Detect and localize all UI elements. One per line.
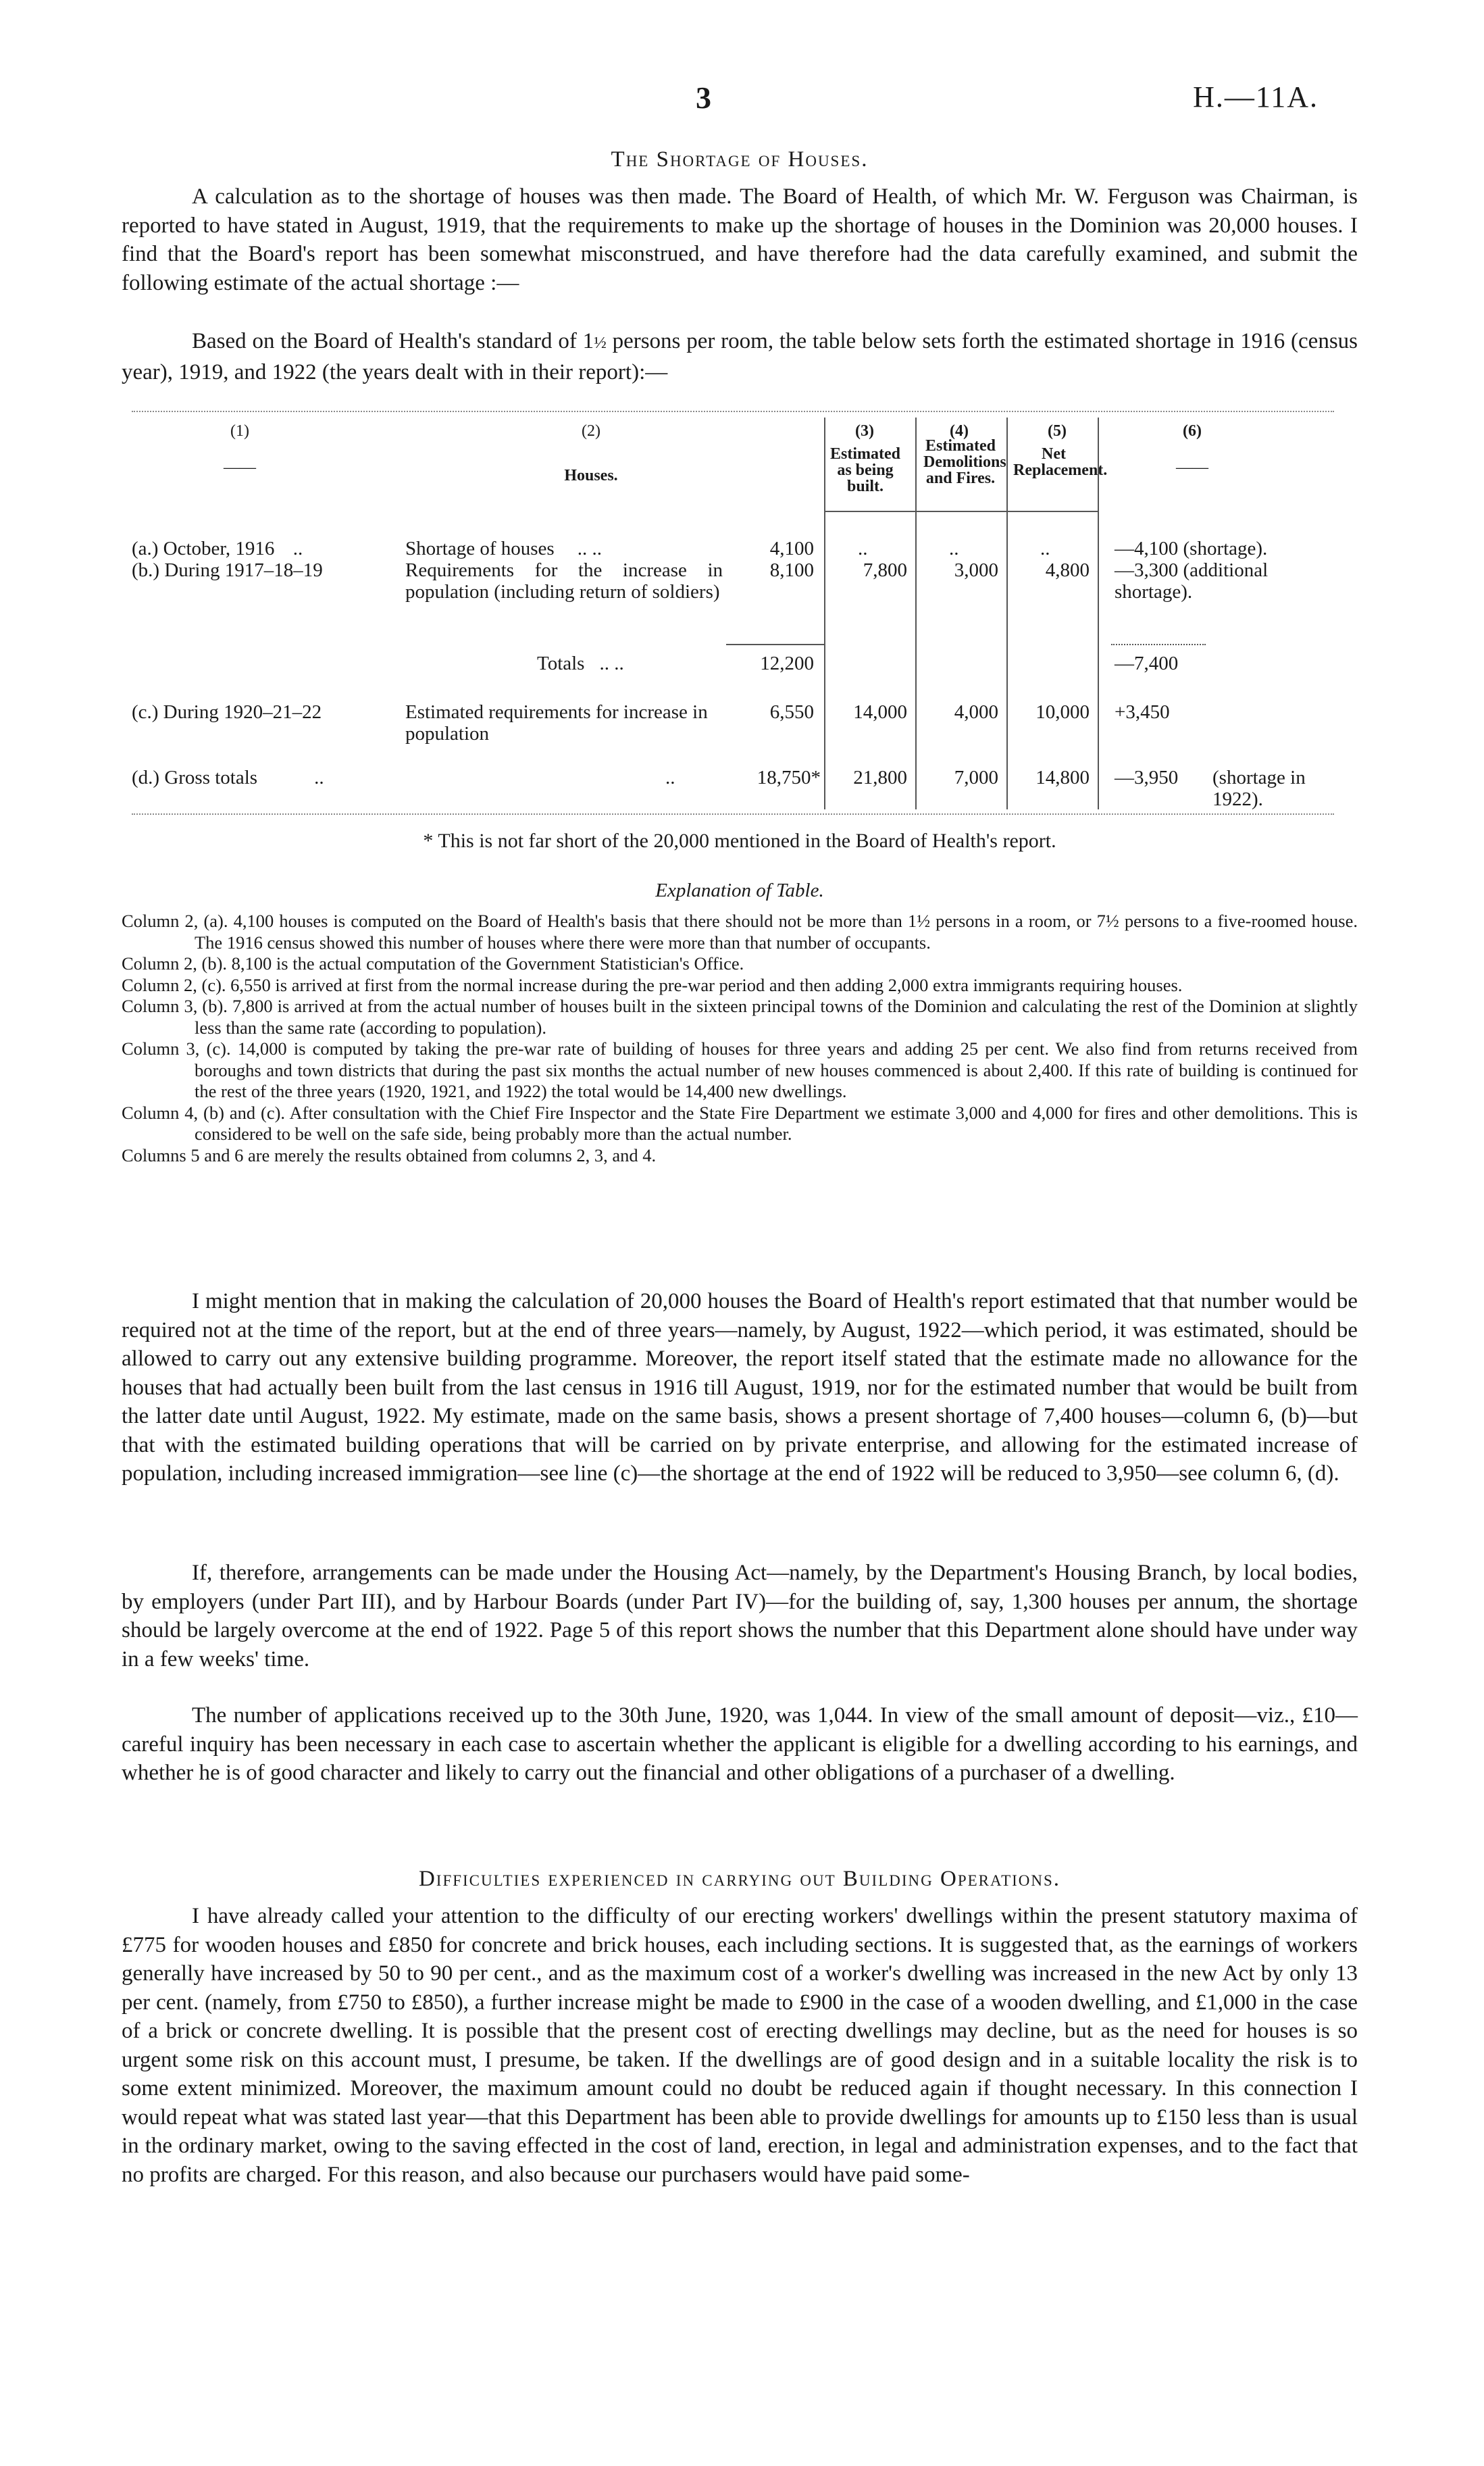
explanation-item: Column 2, (b). 8,100 is the actual computation of the Government Statistician's Office. (122, 953, 744, 974)
row-b-col4: 3,000 (954, 559, 998, 581)
col-header-houses: Houses. (564, 467, 618, 484)
col-number-1: (1) (230, 422, 249, 440)
row-a-desc-dots: .. .. (577, 538, 602, 559)
col-header-demolitions: Estimated Demolitions and Fires. (923, 437, 1006, 487)
paragraph-standard-pre: Based on the Board of Health's standard of 1 (192, 329, 594, 353)
explanation-item: Columns 5 and 6 are merely the results obtained from columns 2, 3, and 4. (122, 1144, 657, 1165)
row-d-label-text: (d.) Gross totals (132, 767, 258, 788)
col-number-6: (6) (1183, 422, 1202, 440)
table-vrule (1098, 418, 1099, 809)
row-b-col6: —3,300 (additional shortage). (1115, 559, 1269, 603)
row-c-col5: 10,000 (1035, 701, 1090, 723)
document-code: H.—11A. (1193, 80, 1319, 114)
row-c-col6: +3,450 (1115, 701, 1170, 723)
explanation-list (122, 911, 1358, 1166)
row-c-col4: 4,000 (954, 701, 998, 723)
paragraph-arrangements: If, therefore, arrangements can be made under the Housing Act—namely, by the Department's Housing Branch, by local bodies, by employers (under Part III), and by Harbour Boards (under Part IV)—for the building of, say, 1,300 houses per annum, the shortage should be largely overcome at the end of 1922. Page 5 of this report shows the number that this Department alone should have under way in a few weeks' time. (122, 1561, 1358, 1671)
row-d-desc-dots: .. (665, 767, 675, 788)
row-d-dots: .. (314, 767, 324, 788)
row-a-col4: .. (949, 538, 959, 559)
col-number-4: (4) (950, 422, 969, 440)
row-a-dots: .. (292, 538, 303, 559)
section-heading-difficulties: Difficulties experienced in carrying out Building Operations. (418, 1867, 1061, 1891)
explanation-item: Column 2, (c). 6,550 is arrived at first from the normal increase during the pre-war period and then adding 2,000 extra immigrants requiring houses. (122, 974, 1183, 995)
table-top-rule (132, 411, 1334, 412)
row-c-col3: 14,000 (853, 701, 907, 723)
row-d-col6-note: (shortage in 1922). (1212, 767, 1306, 810)
paragraph-difficulties: I have already called your attention to the difficulty of our erecting workers' dwellings within the present statutory maxima of £775 for wooden houses and £850 for concrete and brick houses, each including sections. It is suggested that, as the earnings of workers generally have increased by 50 to 90 per cent., and as the maximum cost of a worker's dwelling was increased in the new Act by only 13 per cent. (namely, from £750 to £850), a further increase might be made to £900 in the case of a wooden dwelling, and £1,000 in the case of a brick or concrete dwelling. It is possible that the present cost of erecting dwellings may decline, but as the need for houses is so urgent some risk on this account must, I presume, be taken. If the dwellings are of good design and in a suitable locality the risk is to some extent minimized. Moreover, the maximum amount could no doubt be reduced again if thought necessary. In this connection I would repeat what was stated last year—that this Department has been able to provide dwellings for amounts up to £150 less than is usual in the ordinary market, owing to the saving effected in the cost of land, erection, in legal and administration expenses, and to the fact that no profits are charged. For this reason, and also because our purchasers would have paid some- (122, 1904, 1358, 2187)
row-d-col3: 21,800 (853, 767, 907, 788)
row-totals-col6: —7,400 (1115, 653, 1179, 674)
row-totals-dots: .. .. (599, 653, 624, 674)
explanation-item: Column 3, (b). 7,800 is arrived at from the actual number of houses built in the sixteen principal towns of the Dominion and calculating the rest of the Dominion at slightly less than the same rate (according to population). (122, 996, 1358, 1038)
row-a-desc-text: Shortage of houses (405, 538, 555, 559)
row-b-label: (b.) During 1917–18–19 (132, 559, 323, 581)
explanation-item: Column 2, (a). 4,100 houses is computed on the Board of Health's basis that there should not be more than 1½ persons in a room, or 7½ persons to a five-roomed house. The 1916 census showed this number of houses where there were more than that number of occupants. (122, 911, 1358, 953)
row-totals-label (537, 653, 713, 674)
row-d-col2: 18,750* (757, 767, 821, 788)
row-a-label-text: (a.) October, 1916 (132, 538, 275, 559)
row-a-desc (405, 538, 709, 559)
explanation-title: Explanation of Table. (655, 880, 824, 901)
explanation-item: Column 3, (c). 14,000 is computed by taking the pre-war rate of building of houses for three years and adding 25 per cent. We also find from returns received from boroughs and town districts that during the past six months the actual number of new houses commenced is about 2,400. If this rate of building is continued for the rest of the three years (1920, 1921, and 1922) the total would be 14,400 new dwellings. (122, 1038, 1358, 1101)
paragraph-board-report: I might mention that in making the calculation of 20,000 houses the Board of Health's report estimated that that number would be required not at the time of the report, but at the end of three years—namely, by August, 1922—which period, it was estimated, should be allowed to carry out any extensive building programme. Moreover, the report itself stated that the estimate made no allowance for the houses that had actually been built from the last census in 1916 till August, 1919, nor for the estimated number that would be built from the latter date until August, 1922. My estimate, made on the same basis, shows a present shortage of 7,400 houses—column 6, (b)—but that with the estimated building operations that will be carried on by private enterprise, and allowing for the estimated increase of population, including increased immigration—see line (c)—the shortage at the end of 1922 will be reduced to 3,950—see column 6, (d). (122, 1289, 1358, 1486)
row-a-col2: 4,100 (769, 538, 814, 559)
row-d-col4: 7,000 (954, 767, 998, 788)
paragraph-standard (122, 327, 1358, 386)
row-b-col2: 8,100 (769, 559, 814, 581)
totals-rule-col6 (1111, 644, 1206, 645)
col-header-net-replacement: Net Replacement. (1013, 445, 1108, 479)
explanation-item: Column 4, (b) and (c). After consultation with the Chief Fire Inspector and the State Fire Department we estimate 3,000 and 4,000 for fires and other demolitions. This is considered to be well on the safe side, being probably more than the actual number. (122, 1102, 1358, 1144)
col-header-6-dash: —— (1176, 459, 1208, 476)
table-bottom-rule (132, 813, 1334, 815)
section-heading-shortage: The Shortage of Houses. (611, 147, 869, 172)
paragraph-calculation: A calculation as to the shortage of houses was then made. The Board of Health, of which Mr. W. Ferguson was Chairman, is reported to have stated in August, 1919, that the requirements to make up the shortage of houses in the Dominion was 20,000 houses. I find that the Board's report has been somewhat misconstrued, and have therefore had the data carefully examined, and submit the following estimate of the actual shortage :— (122, 184, 1358, 295)
row-b-col5: 4,800 (1045, 559, 1090, 581)
paragraph-applications: The number of applications received up to the 30th June, 1920, was 1,044. In view of the small amount of deposit—viz., £10—careful inquiry has been necessary in each case to ascertain whether the applicant is eligible for a dwelling according to his earnings, and whether he is of good character and likely to carry out the financial and other obligations of a purchaser of a dwelling. (122, 1703, 1358, 1785)
col-header-estimated-built: Estimated as being built. (830, 445, 900, 495)
page-number: 3 (696, 80, 711, 115)
row-d-col6: —3,950 (1115, 767, 1179, 788)
row-a-col6: —4,100 (shortage). (1115, 538, 1268, 559)
paragraph-standard-post: persons per room, the table below sets forth the estimated shortage in 1916 (census year), 1919, and 1922 (the years dealt with in their report):— (122, 329, 1358, 384)
table-footnote: * This is not far short of the 20,000 mentioned in the Board of Health's report. (423, 830, 1056, 852)
table-vrule (1006, 418, 1008, 809)
row-d-label (132, 767, 402, 788)
row-b-desc: Requirements for the increase in population (including return of soldiers) (405, 559, 723, 603)
row-totals-col2: 12,200 (760, 653, 814, 674)
fraction-half: ½ (594, 334, 607, 352)
row-d-col5: 14,800 (1035, 767, 1090, 788)
row-a-label (132, 538, 402, 559)
col-header-1-dash: —— (224, 459, 256, 476)
table-vrule (824, 418, 825, 809)
row-b-col3: 7,800 (863, 559, 907, 581)
shortage-table (132, 411, 1348, 819)
row-c-label: (c.) During 1920–21–22 (132, 701, 322, 723)
row-a-col5: .. (1040, 538, 1050, 559)
col-number-3: (3) (855, 422, 874, 440)
row-a-col3: .. (858, 538, 868, 559)
table-header-rule (824, 511, 1098, 512)
col-number-2: (2) (582, 422, 600, 440)
totals-rule-col2 (726, 644, 824, 645)
row-c-col2: 6,550 (769, 701, 814, 723)
row-c-desc: Estimated requirements for increase in population (405, 701, 708, 745)
table-vrule (915, 418, 917, 809)
row-totals-label-text: Totals (537, 653, 585, 674)
col-number-5: (5) (1048, 422, 1067, 440)
